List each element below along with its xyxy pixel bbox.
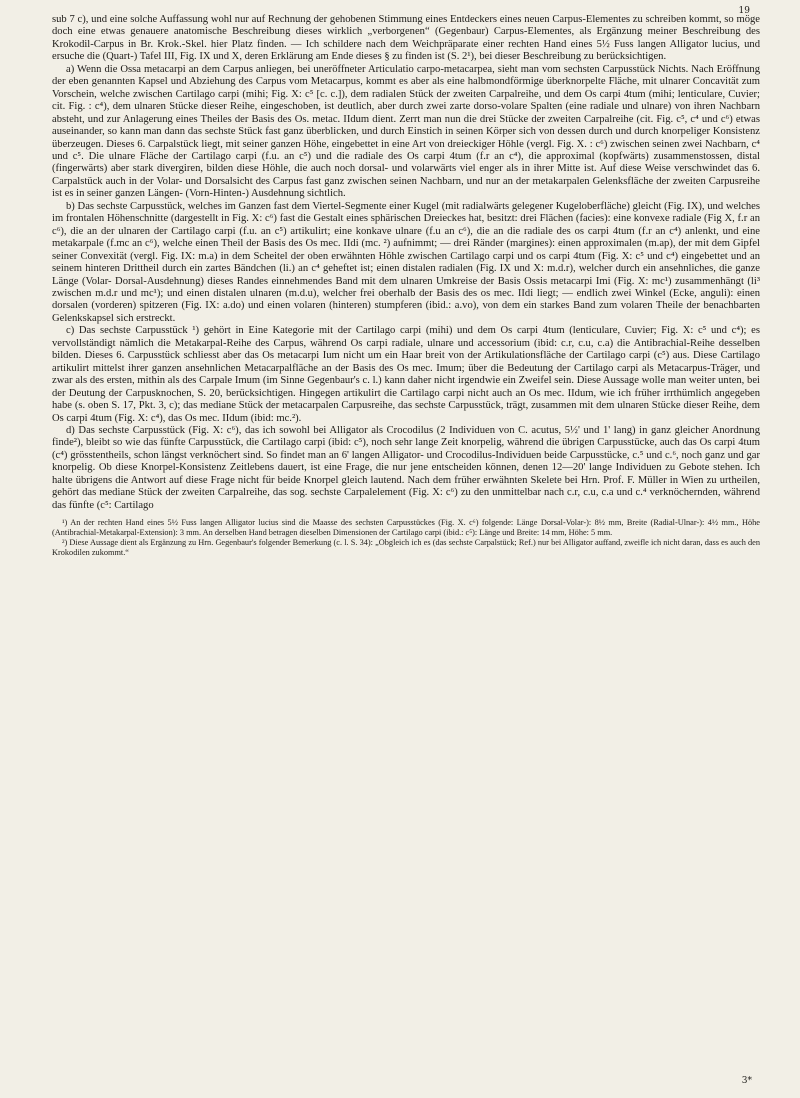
footnote-2: ²) Diese Aussage dient als Ergänzung zu Hrn. Gegenbaur's folgender Bemerkung (c. l. S. 34): „Obgleich ich es (das sechste Carpalstück; Ref.) nur bei Alligator auffand, zweifle ich nicht daran, dass es auch den Krokodilen zukommt.“ [52,538,760,558]
paragraph-d: d) Das sechste Carpusstück (Fig. X: c⁶), das ich sowohl bei Alligator als Crocodilus (2 Individuen von C. acutus, 5½' und 1' lang) in ganz gleicher Anordnung finde²), bleibt so wie das fünfte Carpusstück, die Cartilago carpi (ibid: c⁵), noch sehr lange Zeit knorpelig, während die übrigen Carpusstücke, auch das Os carpi 4tum (c⁴) grösstentheils, schon längst verknöchert sind. So findet man an 6' langen Alligator- und Crocodilus-Individuen beide Carpusstücke, c.⁵ und c.⁶, noch ganz und gar knorpelig. Ob diese Knorpel-Konsistenz Zeitlebens dauert, ist eine Frage, die nur jene entscheiden können, denen 12—20' lange Individuen zu Gebote stehen. Ich halte übrigens die Antwort auf diese Frage nicht für beide Knorpel gleich lautend. Nach dem früher erwähnten Skelete bei Hrn. Prof. F. Müller in Wien zu urtheilen, gehört das mediane Stück der zweiten Carpalreihe, das sog. sechste Carpalelement (Fig. X: c⁶) zu den unmittelbar nach c.r, c.u, c.a und c.⁴ verknöchernden, während das fünfte (c⁵: Cartilago [52,424,760,511]
footnote-1: ¹) An der rechten Hand eines 5½ Fuss langen Alligator lucius sind die Maasse des sechsten Carpusstückes (Fig. X. c⁶) folgende: Länge Dorsal-Volar-): 8½ mm, Breite (Radial-Ulnar-): 4½ mm., Höhe (Antibrachial-Metakarpal-Extension): 3 mm. An derselben Hand betragen dieselben Dimensionen der Cartilago carpi (ibid.: c⁵): Länge und Breite: 14 mm, Höhe: 5 mm. [52,518,760,538]
footnotes [52,518,760,558]
paragraph-a: a) Wenn die Ossa metacarpi an dem Carpus anliegen, bei uneröffneter Articulatio carpo-metacarpea, sieht man vom sechsten Carpusstück Nichts. Nach Eröffnung der eben genannten Kapsel und Abziehung des Carpus vom Metacarpus, kommt es aber als eine halbmondförmige überknorpelte Fläche, mit ulnarer Concavität zum Vorschein, welche zwischen Cartilago carpi (mihi; Fig. X: c⁵ [c. c.]), dem radialen Stück der zweiten Carpalreihe, und dem Os carpi 4tum (mihi; lenticulare, Cuvier; cit. Fig. : c⁴), dem ulnaren Stücke dieser Reihe, eingeschoben, ist deutlich, aber durch zwei zarte dorso-volare Spalten (eine radiale und ulnare) von ihren Nachbarn absteht, und zur Anlagerung eines Theiles der Basis des Os. metac. IIdum dient. Zerrt man nun die drei Stücke der zweiten Carpalreihe (cit. Fig. c⁵, c⁴ und c⁶) etwas auseinander, so kann man dann das sechste Stück fast ganz überblicken, und durch Einstich in seinen Körper sich von dessen durch und durch knorpeliger Konsistenz überzeugen. Dieses 6. Carpalstück liegt, mit seiner ganzen Höhe, eingebettet in eine Art von dreieckiger Höhle (vergl. Fig. X. : c⁶) zwischen seinen zwei Nachbarn, c⁴ und c⁵. Die ulnare Fläche der Cartilago carpi (f.u. an c⁵) und die radiale des Os carpi 4tum (f.r an c⁴), die approximal (kopfwärts) zusammenstossen, distal (fingerwärts) aber stark divergiren, bilden diese Höhle, die auch noch dorsal- und volarwärts viel enger als in ihrer Mitte ist. Auf diese Weise verschwindet das 6. Carpalstück auch in der Volar- und Dorsalsicht des Carpus fast ganz zwischen seinen Nachbarn, und nur an der metakarpalen Gelenksfläche der zweiten Carpusreihe ist es in seiner ganzen Längen- (Vorn-Hinten-) Ausdehnung sichtlich. [52,63,760,200]
paragraph-b: b) Das sechste Carpusstück, welches im Ganzen fast dem Viertel-Segmente einer Kugel (mit radialwärts gelegener Kugeloberfläche) gleicht (Fig. IX), und welches im frontalen Höhenschnitte (dargestellt in Fig. X: c⁶) fast die Gestalt eines sphärischen Dreieckes hat, besitzt: drei Flächen (facies): eine konvexe radiale (Fig X, f.r an c⁶), die an der ulnaren der Cartilago carpi (f.u. an c⁵) artikulirt; eine konkave ulnare (f.u an c⁶), die an die radiale des os carpi 4tum (f.r an c⁴) anlenkt, und eine metakarpale (f.mc an c⁶), welche einen Theil der Basis des Os mec. IIdi (mc. ²) aufnimmt; — drei Ränder (margines): einen approximalen (m.ap), der mit dem Gipfel seiner Convexität (vergl. Fig. IX: m.a) in dem Scheitel der oben erwähnten Höhle zwischen Cartilago carpi und os carpi 4tum (Fig. X: c⁵ und c⁴) eingebettet und an seinem hinteren Drittheil durch ein zartes Bändchen (li.) an c⁴ geheftet ist; einen distalen radialen (Fig. IX und X: m.d.r), welcher durch ein ansehnliches, die ganze Länge (Volar- Dorsal-Ausdehnung) dieses Randes einnehmendes Band mit dem ulnaren Umkreise der Basis Ossis metacarpi Imi (Fig. X: mc¹) zusammenhängt (li³ zwischen m.d.r und mc¹); und einen distalen ulnaren (m.d.u), welcher frei oberhalb der Basis des os mec. IIdi liegt; — endlich zwei Winkel (Ecke, anguli): einen dorsalen (vorderen) spitzeren (Fig. IX: a.do) und einen volaren (hinteren) stumpferen (ibid.: a.vo), von dem ein starkes Band zum volaren Theile der benachbarten Gelenkskapsel sich erstreckt. [52,200,760,324]
paragraph-intro: sub 7 c), und eine solche Auffassung wohl nur auf Rechnung der gehobenen Stimmung eines Entdeckers eines neuen Carpus-Elementes zu schreiben kommt, so möge doch eine etwas genauere anatomische Beschreibung dieses wirklich „verborgenen“ (Gegenbaur) Carpus-Elementes, als Ergänzung meiner Beschreibung des Krokodil-Carpus in Br. Krok.-Skel. hier Platz finden. — Ich schildere nach dem Weichpräparate einer rechten Hand eines 5½ Fuss langen Alligator lucius, und ersuche die (Quart-) Tafel III, Fig. IX und X, deren Erklärung am Ende dieses § zu finden ist (S. 2¹), bei dieser Beschreibung zu berücksichtigen. [52,14,760,63]
signature-mark: 3* [741,1076,752,1086]
page-number: 19 [738,6,750,16]
paragraph-c: c) Das sechste Carpusstück ¹) gehört in Eine Kategorie mit der Cartilago carpi (mihi) und dem Os carpi 4tum (lenticulare, Cuvier; Fig. X: c⁵ und c⁴); es vervollständigt nämlich die Metakarpal-Reihe des Carpus, während Os carpi radiale, ulnare und accessorium (ibid: c.r, c.u, c.a) die Antibrachial-Reihe desselben bilden. Dieses 6. Carpusstück schliesst aber das Os metacarpi Ium nicht um ein Haar breit von der Artikulationsfläche der Cartilago carpi (c⁵) aus. Diese Cartilago artikulirt mittelst ihrer ganzen ansehnlichen Metacarpalfläche an der Basis des Os mec. Imum; über die Bedeutung der Cartilago carpi als Metacarpus-Träger, und zwar als des ersten, mithin als des Carpale Imum (im Sinne Gegenbaur's c. l.) kann daher nicht irgendwie ein Zweifel sein. Diese Aussage wolle man weiter unten, bei der Deutung der Carpusknochen, S. 20, berücksichtigen. Hingegen artikulirt die Cartilago carpi nicht auch an Os mec. IIdum, wie ich früher irrthümlich angegeben habe (s. oben S. 17, Pkt. 3, c); das mediane Stück der metacarpalen Carpusreihe, das sechste Carpusstück, trägt, zusammen mit dem ulnaren Stücke dieser Reihe, dem Os carpi 4tum (Fig. X: c⁴), das Os mec. IIdum (ibid: mc.²). [52,325,760,424]
body-text [52,14,760,512]
